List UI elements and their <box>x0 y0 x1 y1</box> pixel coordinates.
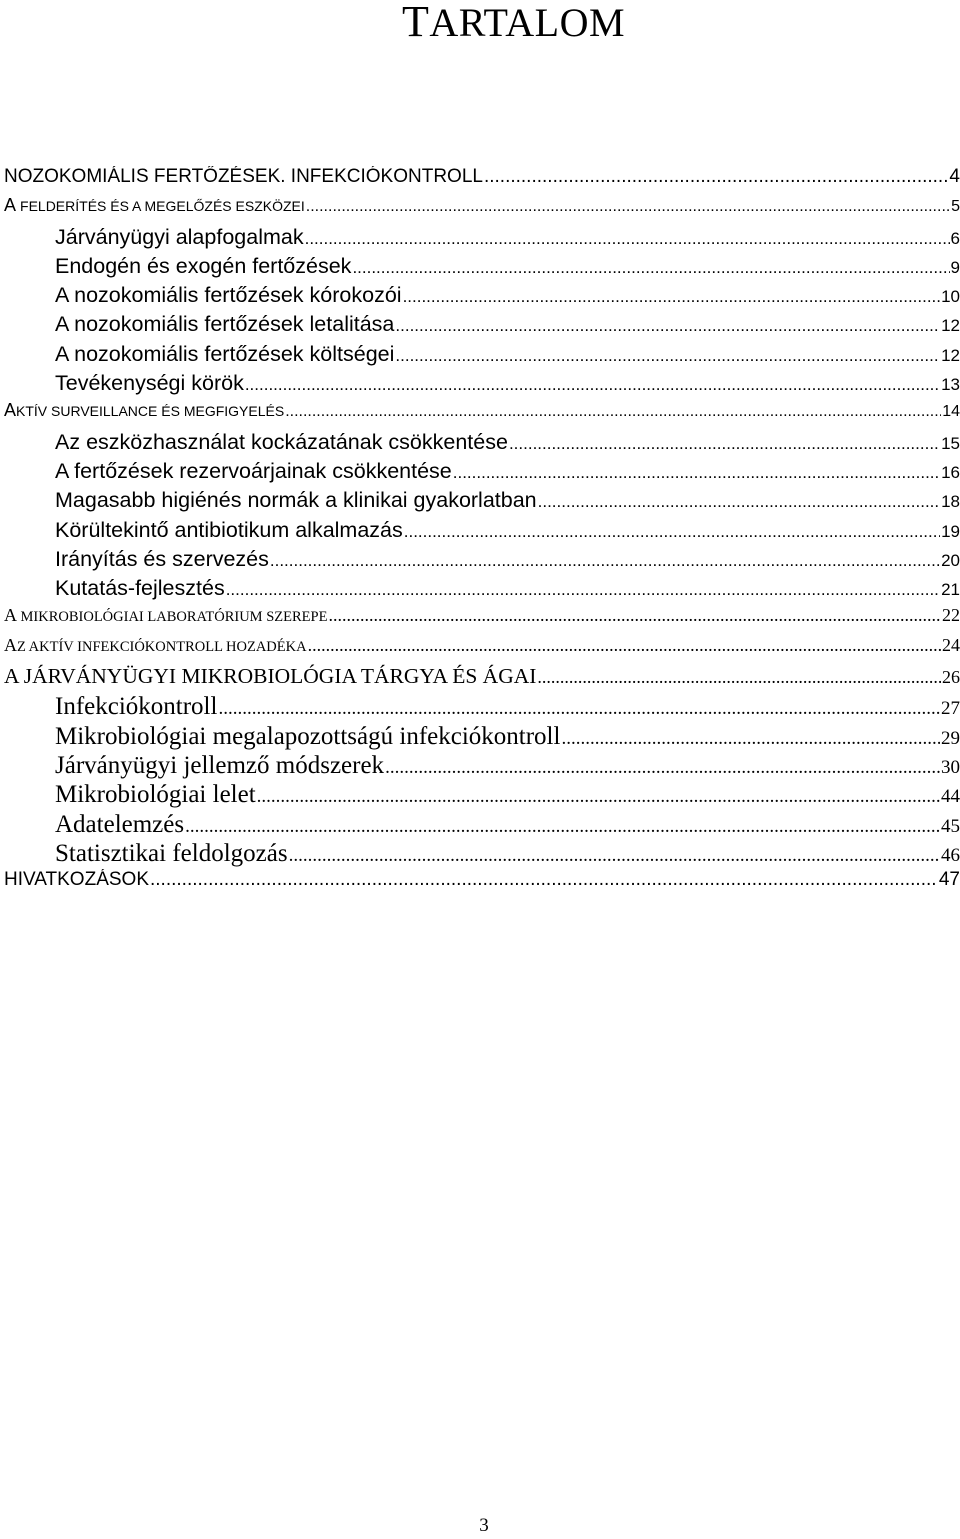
toc-entry[interactable] <box>0 752 960 781</box>
toc-entry[interactable] <box>0 693 960 722</box>
toc-entry-label <box>4 195 305 216</box>
toc-leader-dots <box>270 551 940 571</box>
toc-entry-page: 5 <box>951 198 960 216</box>
toc-leader-dots <box>306 198 950 216</box>
toc-entry-label-initial: A <box>4 195 21 216</box>
toc-entry-page: 14 <box>942 403 960 421</box>
toc-entry[interactable] <box>0 254 960 283</box>
toc-entry-label-smallcaps: FELDERÍTÉS ÉS A MEGELŐZÉS ESZKÖZEI <box>20 198 305 215</box>
toc-entry[interactable] <box>0 664 960 693</box>
toc-entry-label: HIVATKOZÁSOK <box>4 869 149 891</box>
toc-entry-page: 16 <box>941 462 960 482</box>
toc-entry-label <box>4 635 307 656</box>
toc-leader-dots <box>218 698 940 720</box>
toc-entry-label: Tevékenységi körök <box>55 371 244 396</box>
toc-entry-label-smallcaps: KTÍV SURVEILLANCE ÉS MEGFIGYELÉS <box>16 403 285 420</box>
toc-leader-dots <box>245 375 940 395</box>
toc-entry[interactable] <box>0 635 960 664</box>
toc-entry-page: 13 <box>941 375 960 395</box>
toc-entry-label: A nozokomiális fertőzések letalitása <box>55 312 395 337</box>
toc-entry-label: Infekciókontroll <box>55 693 218 721</box>
toc-leader-dots <box>404 522 940 542</box>
toc-entry[interactable] <box>0 840 960 869</box>
toc-entry-label: A JÁRVÁNYÜGYI MIKROBIOLÓGIA TÁRGYA ÉS ÁGAI <box>4 664 537 689</box>
toc-leader-dots <box>257 786 940 808</box>
toc-entry[interactable] <box>0 518 960 547</box>
toc-entry-label: Adatelemzés <box>55 810 185 838</box>
toc-leader-dots <box>289 845 940 867</box>
toc-entry-label: Körültekintő antibiotikum alkalmazás <box>55 517 403 542</box>
toc-entry-page: 10 <box>941 287 960 307</box>
page-title <box>0 0 960 47</box>
toc-leader-dots <box>561 728 940 750</box>
toc-leader-dots <box>385 757 940 779</box>
toc-entry-label: Kutatás-fejlesztés <box>55 576 225 601</box>
toc-entry-label-initial: A <box>4 634 17 655</box>
toc-entry-page: 18 <box>941 492 960 512</box>
toc-entry-page: 24 <box>942 634 960 655</box>
toc-entry[interactable] <box>0 430 960 459</box>
toc-leader-dots <box>453 463 940 483</box>
toc-entry-label: Mikrobiológiai megalapozottságú infekciókontroll <box>55 722 561 750</box>
toc-entry[interactable] <box>0 400 960 429</box>
toc-leader-dots <box>305 229 950 249</box>
toc-entry-page: 6 <box>950 228 960 248</box>
toc-entry[interactable] <box>0 283 960 312</box>
toc-entry[interactable] <box>0 576 960 605</box>
toc-entry-label: Az eszközhasználat kockázatának csökkentése <box>55 429 508 454</box>
toc-entry-page: 27 <box>941 698 960 720</box>
toc-entry[interactable] <box>0 371 960 400</box>
toc-entry[interactable] <box>0 342 960 371</box>
toc-entry-label: Endogén és exogén fertőzések <box>55 253 352 278</box>
toc-leader-dots <box>352 258 949 278</box>
toc-entry[interactable] <box>0 811 960 840</box>
title-rest: ARTALOM <box>429 0 626 45</box>
toc-entry[interactable] <box>0 459 960 488</box>
toc-entry[interactable] <box>0 195 960 224</box>
toc-entry-page: 22 <box>942 605 960 626</box>
toc-leader-dots <box>328 605 941 626</box>
toc-leader-dots <box>484 166 948 188</box>
toc-entry-label: Mikrobiológiai lelet <box>55 781 256 809</box>
toc-entry-label-smallcaps: Z AKTÍV INFEKCIÓKONTROLL HOZADÉKA <box>17 638 307 655</box>
toc-leader-dots <box>308 635 941 656</box>
title-initial: T <box>401 0 430 46</box>
table-of-contents <box>0 166 960 898</box>
toc-entry[interactable] <box>0 605 960 634</box>
toc-leader-dots <box>185 816 940 838</box>
toc-leader-dots <box>226 580 940 600</box>
toc-entry-page: 46 <box>941 844 960 866</box>
toc-entry[interactable] <box>0 312 960 341</box>
toc-entry[interactable] <box>0 781 960 810</box>
toc-entry-page: 29 <box>941 727 960 749</box>
toc-entry-label: Magasabb higiénés normák a klinikai gyakorlatban <box>55 488 537 513</box>
toc-entry-label: A fertőzések rezervoárjainak csökkentése <box>55 458 452 483</box>
toc-entry-page: 47 <box>938 869 960 891</box>
toc-entry[interactable] <box>0 488 960 517</box>
toc-entry-label: Statisztikai feldolgozás <box>55 839 288 867</box>
toc-entry[interactable] <box>0 166 960 195</box>
toc-entry[interactable] <box>0 723 960 752</box>
toc-leader-dots <box>395 346 940 366</box>
toc-leader-dots <box>403 287 941 307</box>
toc-leader-dots <box>150 869 938 891</box>
toc-entry-page: 20 <box>941 550 960 570</box>
toc-entry[interactable] <box>0 225 960 254</box>
toc-entry-page: 26 <box>942 667 960 688</box>
toc-leader-dots <box>285 403 941 421</box>
toc-entry-label: Járványügyi alapfogalmak <box>55 224 304 249</box>
toc-entry-page: 21 <box>941 580 960 600</box>
toc-entry-page: 30 <box>941 756 960 778</box>
toc-entry-label: Irányítás és szervezés <box>55 546 269 571</box>
toc-entry-label: A nozokomiális fertőzések kórokozói <box>55 283 402 308</box>
toc-entry-label: Járványügyi jellemző módszerek <box>55 751 385 779</box>
toc-entry-page: 45 <box>941 815 960 837</box>
toc-entry-label-initial: A <box>4 605 21 626</box>
toc-entry-page: 9 <box>950 257 960 277</box>
toc-entry-label: NOZOKOMIÁLIS FERTŐZÉSEK. INFEKCIÓKONTROLL <box>4 166 483 187</box>
toc-entry-page: 44 <box>941 786 960 808</box>
toc-leader-dots <box>538 492 940 512</box>
toc-entry-label-smallcaps: MIKROBIOLÓGIAI LABORATÓRIUM SZEREPE <box>20 609 328 626</box>
toc-entry-label <box>4 400 284 421</box>
toc-entry-page: 4 <box>949 166 960 187</box>
toc-entry-page: 15 <box>941 433 960 453</box>
toc-entry-page: 12 <box>941 345 960 365</box>
toc-entry-page: 19 <box>941 521 960 541</box>
toc-entry[interactable] <box>0 869 960 898</box>
toc-leader-dots <box>395 316 940 336</box>
toc-entry-label-initial: A <box>4 400 17 421</box>
toc-entry-label: A nozokomiális fertőzések költségei <box>55 341 395 366</box>
toc-entry[interactable] <box>0 547 960 576</box>
toc-entry-page: 12 <box>941 316 960 336</box>
toc-entry-label <box>4 605 327 626</box>
toc-leader-dots <box>509 434 940 454</box>
toc-leader-dots <box>537 667 941 688</box>
page-number: 3 <box>479 1515 489 1536</box>
